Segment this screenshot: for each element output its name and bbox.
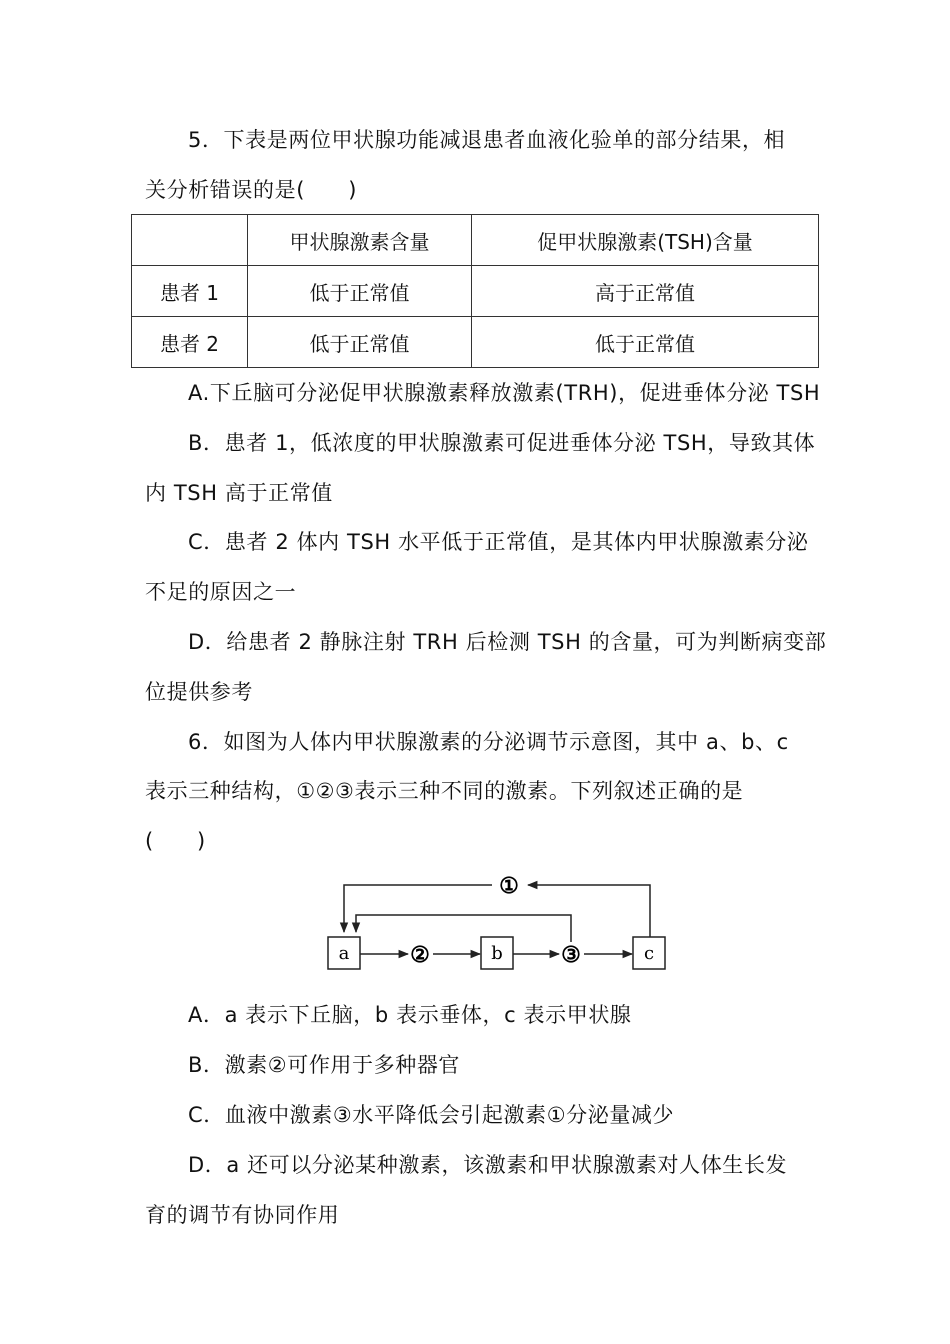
hormone-3-label: ③ (561, 942, 581, 968)
table-cell: 患者 1 (132, 266, 248, 317)
q6-stem-line3: ( ) (145, 829, 206, 853)
q5-option-c-line1: C．患者 2 体内 TSH 水平低于正常值，是其体内甲状腺激素分泌 (188, 530, 809, 554)
table-header-cell (132, 215, 248, 266)
table-cell: 低于正常值 (248, 317, 472, 368)
table-header-cell: 甲状腺激素含量 (248, 215, 472, 266)
q6-option-b: B．激素②可作用于多种器官 (188, 1053, 461, 1077)
hormone-2-label: ② (410, 942, 430, 968)
table-row (132, 317, 819, 368)
q5-option-c-line2: 不足的原因之一 (145, 580, 297, 604)
q5-option-b-line2: 内 TSH 高于正常值 (145, 481, 333, 505)
q5-stem-line1: 5．下表是两位甲状腺功能减退患者血液化验单的部分结果，相 (188, 128, 786, 152)
table-cell: 低于正常值 (248, 266, 472, 317)
q6-option-c: C．血液中激素③水平降低会引起激素①分泌量减少 (188, 1103, 675, 1127)
structure-c-label: c (643, 943, 655, 964)
q5-option-a: A.下丘脑可分泌促甲状腺激素释放激素(TRH)，促进垂体分泌 TSH (188, 381, 821, 405)
lab-results-table (131, 214, 819, 368)
q6-option-a: A．a 表示下丘脑，b 表示垂体，c 表示甲状腺 (188, 1003, 632, 1027)
hormone-1-label: ① (499, 873, 519, 899)
structure-a-label: a (338, 943, 350, 964)
q5-stem-line2: 关分析错误的是( ) (145, 178, 357, 202)
table-header-cell: 促甲状腺激素(TSH)含量 (472, 215, 819, 266)
regulation-diagram (320, 868, 680, 978)
feedback-arrow-c-to-a (344, 885, 650, 937)
table-cell: 患者 2 (132, 317, 248, 368)
table-row (132, 266, 819, 317)
table-cell: 低于正常值 (472, 317, 819, 368)
q5-option-d-line1: D．给患者 2 静脉注射 TRH 后检测 TSH 的含量，可为判断病变部 (188, 630, 827, 654)
feedback-arrow-3-to-a (356, 915, 571, 942)
table-header-row (132, 215, 819, 266)
q6-stem-line2: 表示三种结构，①②③表示三种不同的激素。下列叙述正确的是 (145, 779, 744, 803)
q6-option-d-line2: 育的调节有协同作用 (145, 1203, 340, 1227)
q5-option-b-line1: B．患者 1，低浓度的甲状腺激素可促进垂体分泌 TSH，导致其体 (188, 431, 816, 455)
q6-option-d-line1: D．a 还可以分泌某种激素，该激素和甲状腺激素对人体生长发 (188, 1153, 788, 1177)
q6-stem-line1: 6．如图为人体内甲状腺激素的分泌调节示意图，其中 a、b、c (188, 730, 789, 754)
q5-option-d-line2: 位提供参考 (145, 680, 253, 704)
table-cell: 高于正常值 (472, 266, 819, 317)
structure-b-label: b (491, 943, 503, 964)
